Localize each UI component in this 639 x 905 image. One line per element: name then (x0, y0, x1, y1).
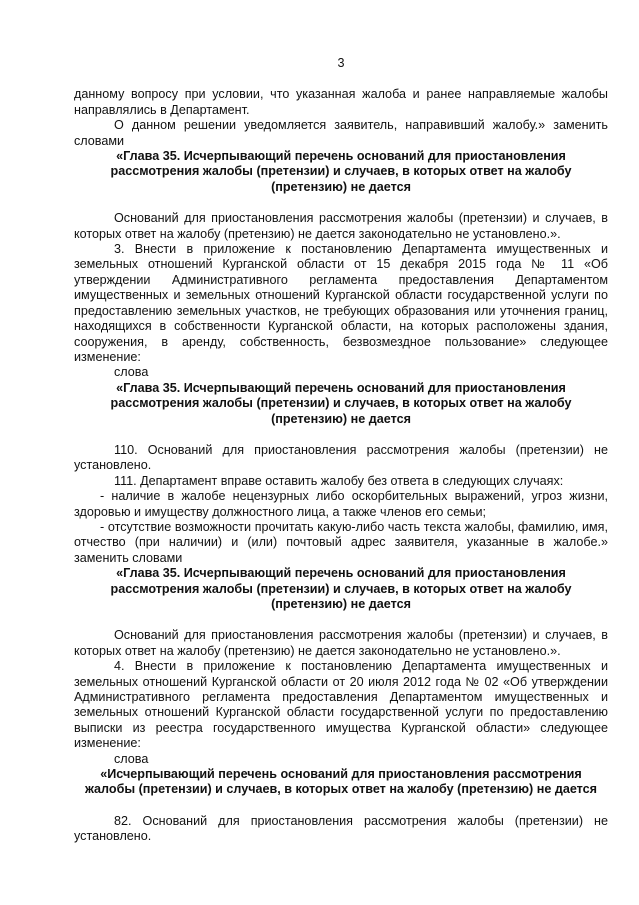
paragraph-10: 4. Внести в приложение к постановлению Департамента имущественных и земельных отношений Курганской области от 20 июля 2012 года № 02 «Об утверждении Административного регламента предоставления Департаментом имущественных и земельных отношений Курганской области государственной услуги по предоставлению выписки из реестра государственного имущества Курганской области» следующее изменение: (74, 659, 608, 751)
chapter-heading-3: «Глава 35. Исчерпывающий перечень оснований для приостановления рассмотрения жалобы (претензии) и случаев, в которых ответ на жалобу (претензию) не дается (110, 566, 572, 611)
page-number: 3 (337, 56, 345, 70)
paragraph-5: 110. Оснований для приостановления рассмотрения жалобы (претензии) не установлено. (74, 442, 608, 473)
paragraph-7: - наличие в жалобе нецензурных либо оскорбительных выражений, угроз жизни, здоровью и имуществу должностного лица, а также членов его семьи; (74, 489, 608, 519)
chapter-heading-2: «Глава 35. Исчерпывающий перечень оснований для приостановления рассмотрения жалобы (претензии) и случаев, в которых ответ на жалобу (претензию) не дается (110, 380, 572, 426)
paragraph-9: Оснований для приостановления рассмотрения жалобы (претензии) и случаев, в которых ответ на жалобу (претензию) не дается законодательно не установлено.». (74, 628, 608, 658)
word-slova-1: слова (114, 365, 149, 380)
chapter-heading-4: «Исчерпывающий перечень оснований для приостановления рассмотрения жалобы (претензии) и случаев, в которых ответ на жалобу (претензию) не дается (84, 767, 598, 797)
paragraph-4: 3. Внести в приложение к постановлению Департамента имущественных и земельных отношений Курганской области от 15 декабря 2015 года № 11 «Об утверждении Административного регламента предоставления Департаментом имущественных и земельных отношений Курганской области государственной услуги по предоставлению земельных участков, не требующих образования или уточнения границ, находящихся в собственности Курганской области, на которых расположены здания, сооружения, в аренду, собственность, безвозмездное пользование» следующее изменение: (74, 242, 608, 364)
paragraph-1: данному вопросу при условии, что указанная жалоба и ранее направляемые жалобы направлялись в Департамент. (74, 87, 608, 117)
paragraph-2: О данном решении уведомляется заявитель, направивший жалобу.» заменить словами (74, 118, 608, 148)
paragraph-8: - отсутствие возможности прочитать какую-либо часть текста жалобы, фамилию, имя, отчество (при наличии) и (или) почтовый адрес заявителя, указанные в жалобе.» заменить словами (74, 519, 608, 565)
paragraph-11: 82. Оснований для приостановления рассмотрения жалобы (претензии) не установлено. (74, 813, 608, 844)
word-slova-2: слова (114, 751, 149, 766)
paragraph-3: Оснований для приостановления рассмотрения жалобы (претензии) и случаев, в которых ответ на жалобу (претензию) не дается законодательно не установлено.». (74, 211, 608, 241)
document-page (74, 56, 608, 845)
paragraph-6: 111. Департамент вправе оставить жалобу без ответа в следующих случаях: (114, 473, 564, 488)
chapter-heading-1: «Глава 35. Исчерпывающий перечень оснований для приостановления рассмотрения жалобы (претензии) и случаев, в которых ответ на жалобу (претензию) не дается (110, 149, 572, 194)
